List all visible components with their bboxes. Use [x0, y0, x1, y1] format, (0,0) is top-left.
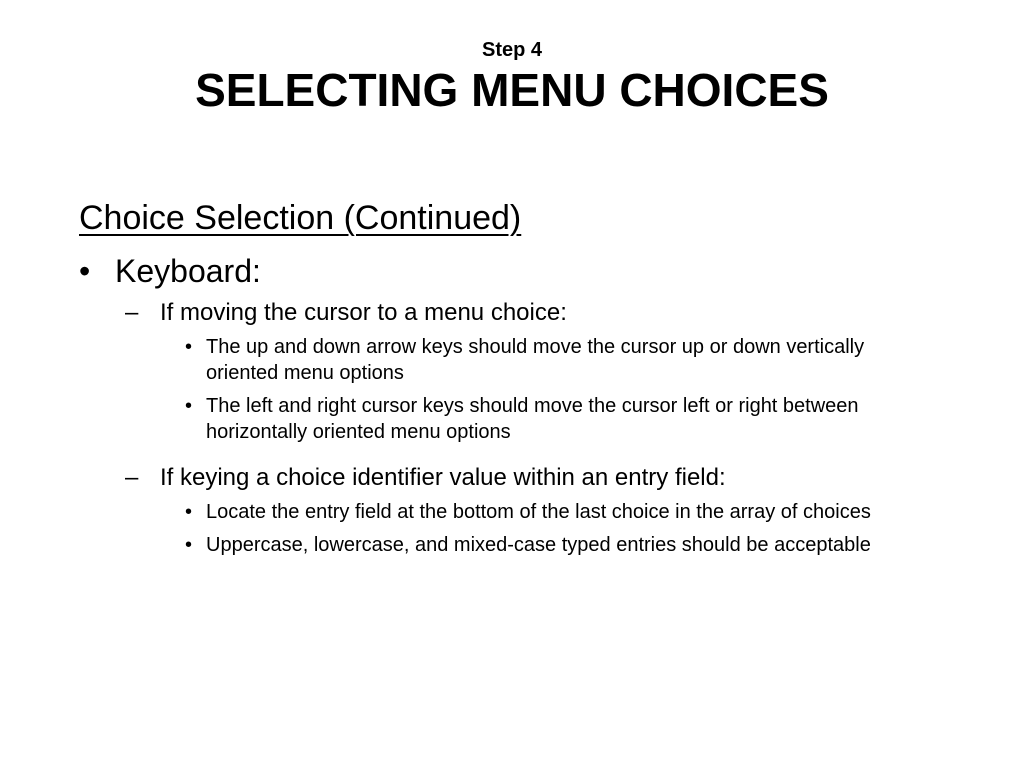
slide-title-block [0, 38, 1024, 116]
detail-case-entries [180, 532, 940, 558]
detail-locate-entry-field [180, 499, 940, 525]
slide-content [79, 196, 979, 565]
dash-marker: – [125, 464, 139, 491]
detail-marker: • [185, 534, 193, 556]
bullet-text: Keyboard: [115, 253, 261, 289]
dash-marker: – [125, 299, 139, 326]
step-label: Step 4 [481, 39, 543, 61]
sub-bullet-text: If moving the cursor to a menu choice: [160, 299, 567, 326]
detail-marker: • [185, 336, 193, 358]
detail-up-down-keys [180, 334, 940, 386]
detail-text: The up and down arrow keys should move the cursor up or down vertically oriented menu options [206, 336, 865, 384]
detail-marker: • [185, 501, 193, 523]
section-heading: Choice Selection (Continued) [79, 199, 522, 237]
bullet-marker: • [79, 253, 91, 289]
detail-text: The left and right cursor keys should move the cursor left or right between horizontally oriented menu options [206, 395, 859, 443]
bullet-keyboard [79, 252, 979, 290]
sub-bullet-moving-cursor [125, 298, 979, 328]
sub-bullet-text: If keying a choice identifier value within an entry field: [160, 464, 726, 491]
detail-left-right-keys [180, 393, 940, 445]
detail-marker: • [185, 395, 193, 417]
sub-bullet-keying-identifier [125, 463, 979, 493]
detail-text: Locate the entry field at the bottom of the last choice in the array of choices [206, 501, 871, 523]
slide-title: SELECTING MENU CHOICES [195, 64, 829, 116]
detail-text: Uppercase, lowercase, and mixed-case typed entries should be acceptable [206, 534, 871, 556]
